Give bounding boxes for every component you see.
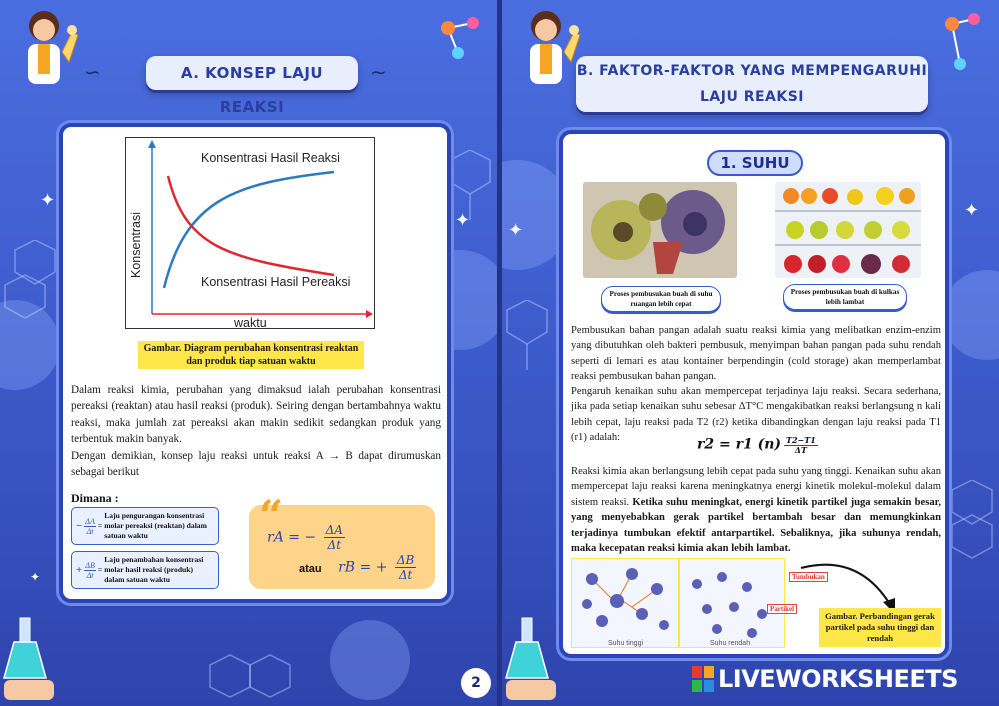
rotten-fruit-photo (583, 182, 737, 278)
tag-partikel: Partikel (767, 604, 797, 614)
def1-text: Laju pengurangan konsentrasi molar pereaksi (reaktan) dalam satuan waktu (104, 511, 207, 540)
concentration-chart (125, 137, 375, 329)
dimana-heading: Dimana : (71, 491, 119, 505)
def2-den: Δt (86, 570, 94, 580)
particle-comparison-image (571, 558, 785, 648)
formula-ra-lhs: rA = − (267, 529, 317, 546)
tag-tumbukan: Tumbukan (789, 572, 828, 582)
molecule-decor-icon (200, 645, 310, 705)
def1-fraction (84, 517, 96, 536)
scientist-illustration-icon (14, 2, 84, 92)
formula-ra-fraction (324, 523, 345, 552)
paragraph-3-bold: Ketika suhu meningkat, energi kinetik partikel juga semakin besar, yang menyebabkan gerak partikel bertambah besar dan memungkinkan terjadinya tumbukan efektif antarpartikel. Sebaliknya, jika suhunya rendah, maka kecepatan reaksi kimia akan lebih lambat. (571, 496, 941, 555)
paragraph-1: Pembusukan bahan pangan adalah suatu reaksi kimia yang melibatkan enzim-enzim yang dibutuhkan oleh bakteri pembusuk, menyimpan bahan pangan pada suhu rendah seperti di lemari es atau kontainer berpendingin (cold storage) akan memperlambat reaksi pembusukan bahan pangan. (571, 325, 941, 383)
sparkle-icon: ✦ (964, 200, 980, 221)
right-page (502, 0, 999, 706)
formula-rb-lhs: rB = + (338, 559, 388, 576)
def2-num: ΔB (85, 560, 95, 570)
particle-left-label: Suhu tinggi (608, 640, 644, 647)
page-title-line1: B. FAKTOR-FAKTOR YANG MEMPENGARUHI (576, 63, 928, 79)
x-axis-arrow (366, 310, 373, 318)
def1-den: Δt (86, 526, 94, 536)
definition-box-reactant: − $\frac{\Delta A}{\Delta t}$ = Laju pengurangan konsentrasi molar pereaksi (reaktan) dalam satuan waktu (71, 507, 219, 545)
formula-rb (299, 553, 416, 582)
def2-text: Laju penambahan konsentrasi molar hasil reaksi (produk) dalam satuan waktu (104, 555, 204, 584)
molecule-decor-icon (502, 300, 562, 380)
def1-sign: − (76, 520, 83, 532)
content-card (59, 123, 451, 603)
formula-rb-num: ΔB (396, 553, 415, 567)
fridge-fruit-image-icon (775, 182, 921, 278)
quote-mark: “ (259, 491, 284, 540)
photo1-caption: Proses pembusukan buah di suhu ruangan lebih cepat (601, 286, 721, 312)
definition-box-product: + $\frac{\Delta B}{\Delta t}$ = Laju penambahan konsentrasi molar hasil reaksi (produk) dalam satuan waktu (71, 551, 219, 589)
molecule-model-icon (428, 8, 488, 68)
liveworksheets-watermark: LIVEWORKSHEETS (718, 665, 958, 693)
y-axis-arrow (148, 140, 156, 148)
liveworksheets-logo-icon (692, 666, 716, 694)
x-axis-label: waktu (234, 316, 267, 328)
fridge-fruit-photo (775, 182, 921, 278)
chart-caption: Gambar. Diagram perubahan konsentrasi reaktan dan produk tiap satuan waktu (138, 341, 364, 369)
page-number: 2 (461, 668, 491, 698)
paragraph-2: Pengaruh kenaikan suhu akan mempercepat terjadinya laju reaksi. Secara sederhana, jika pada setiap kenaikan suhu sebesar ΔT°C mengakibatkan reaksi berlangsung n kali lebih cepat, laju reaksi pada T2 (r2) ketika dibandingkan dengan laju reaksi pada T1 (r1) adalah: (571, 386, 941, 444)
section-subtitle: 1. SUHU (707, 150, 803, 176)
atau-label: atau (299, 562, 322, 575)
particle-right-label: Suhu rendah (710, 640, 751, 647)
def2-sign: + (76, 564, 83, 576)
formula-rb-den: Δt (398, 568, 413, 582)
def2-fraction (84, 561, 96, 580)
particle-caption: Gambar. Perbandingan gerak partikel pada suhu tinggi dan rendah (819, 608, 941, 647)
left-page (0, 0, 497, 706)
formula-exp-num: T2−T1 (786, 435, 816, 445)
concentration-chart-svg (126, 138, 374, 328)
molecule-decor-icon (0, 240, 60, 320)
sparkle-icon: ✦ (508, 220, 524, 241)
swirl-right-icon: ∼ (370, 60, 387, 84)
def1-num: ΔA (85, 516, 95, 526)
paragraph-3 (571, 464, 941, 556)
formula-rb-fraction (395, 553, 416, 582)
molecule-model-icon (932, 4, 992, 84)
rate-formula-box (249, 491, 435, 589)
formula-exponent (784, 436, 818, 455)
formula-exp-den: ΔT (794, 445, 807, 455)
formula-ra-den: Δt (327, 538, 342, 552)
formula-ra-num: ΔA (325, 523, 343, 537)
scientist-flask-illustration-icon (0, 608, 60, 703)
sparkle-icon: ✦ (455, 210, 471, 231)
product-label: Konsentrasi Hasil Reaksi (201, 151, 340, 165)
molecule-decor-icon (947, 480, 999, 560)
decor-bubble (330, 620, 410, 700)
swirl-left-icon: ∽ (84, 60, 101, 84)
page-title (576, 56, 928, 112)
paragraph-2: Dengan demikian, konsep laju reaksi untuk reaksi A → B dapat dirumuskan sebagai berikut (71, 450, 441, 479)
photo2-caption: Proses pembusukan buah di kulkas lebih lambat (783, 284, 907, 310)
reactant-label: Konsentrasi Hasil Pereaksi (201, 275, 351, 289)
y-axis-label: Konsentrasi (129, 211, 143, 278)
sparkle-icon: ✦ (30, 570, 41, 584)
page-title-line2: LAJU REAKSI (699, 89, 805, 105)
paragraph-3-plain: Reaksi kimia akan berlangsung lebih cepat pada suhu yang tinggi. Kenaikan suhu akan mempercepat laju reaksi karena meningkatnya energi kinetik molekul-molekul dalam sistem reaksi. (571, 466, 941, 508)
sparkle-icon: ✦ (40, 190, 56, 211)
formula-main: r2 = r1 (n) (697, 436, 782, 453)
content-card (559, 130, 949, 658)
paragraph-1: Dalam reaksi kimia, perubahan yang dimaksud ialah perubahan konsentrasi pereaksi (reaktan) atau hasil reaksi (produk). Seiring dengan bertambahnya waktu reaksi, maka jumlah zat pereaksi akan makin sedikit sedangkan produk yang terbentuk makin banyak. (71, 384, 441, 446)
decor-bubble (942, 270, 999, 360)
particle-motion-icon (572, 559, 785, 648)
scientist-flask-illustration-icon (502, 608, 562, 703)
rotten-fruit-image-icon (583, 182, 737, 278)
formula-ra (267, 523, 345, 552)
page-title: A. KONSEP LAJU REAKSI (146, 56, 358, 90)
temperature-formula (697, 436, 818, 455)
